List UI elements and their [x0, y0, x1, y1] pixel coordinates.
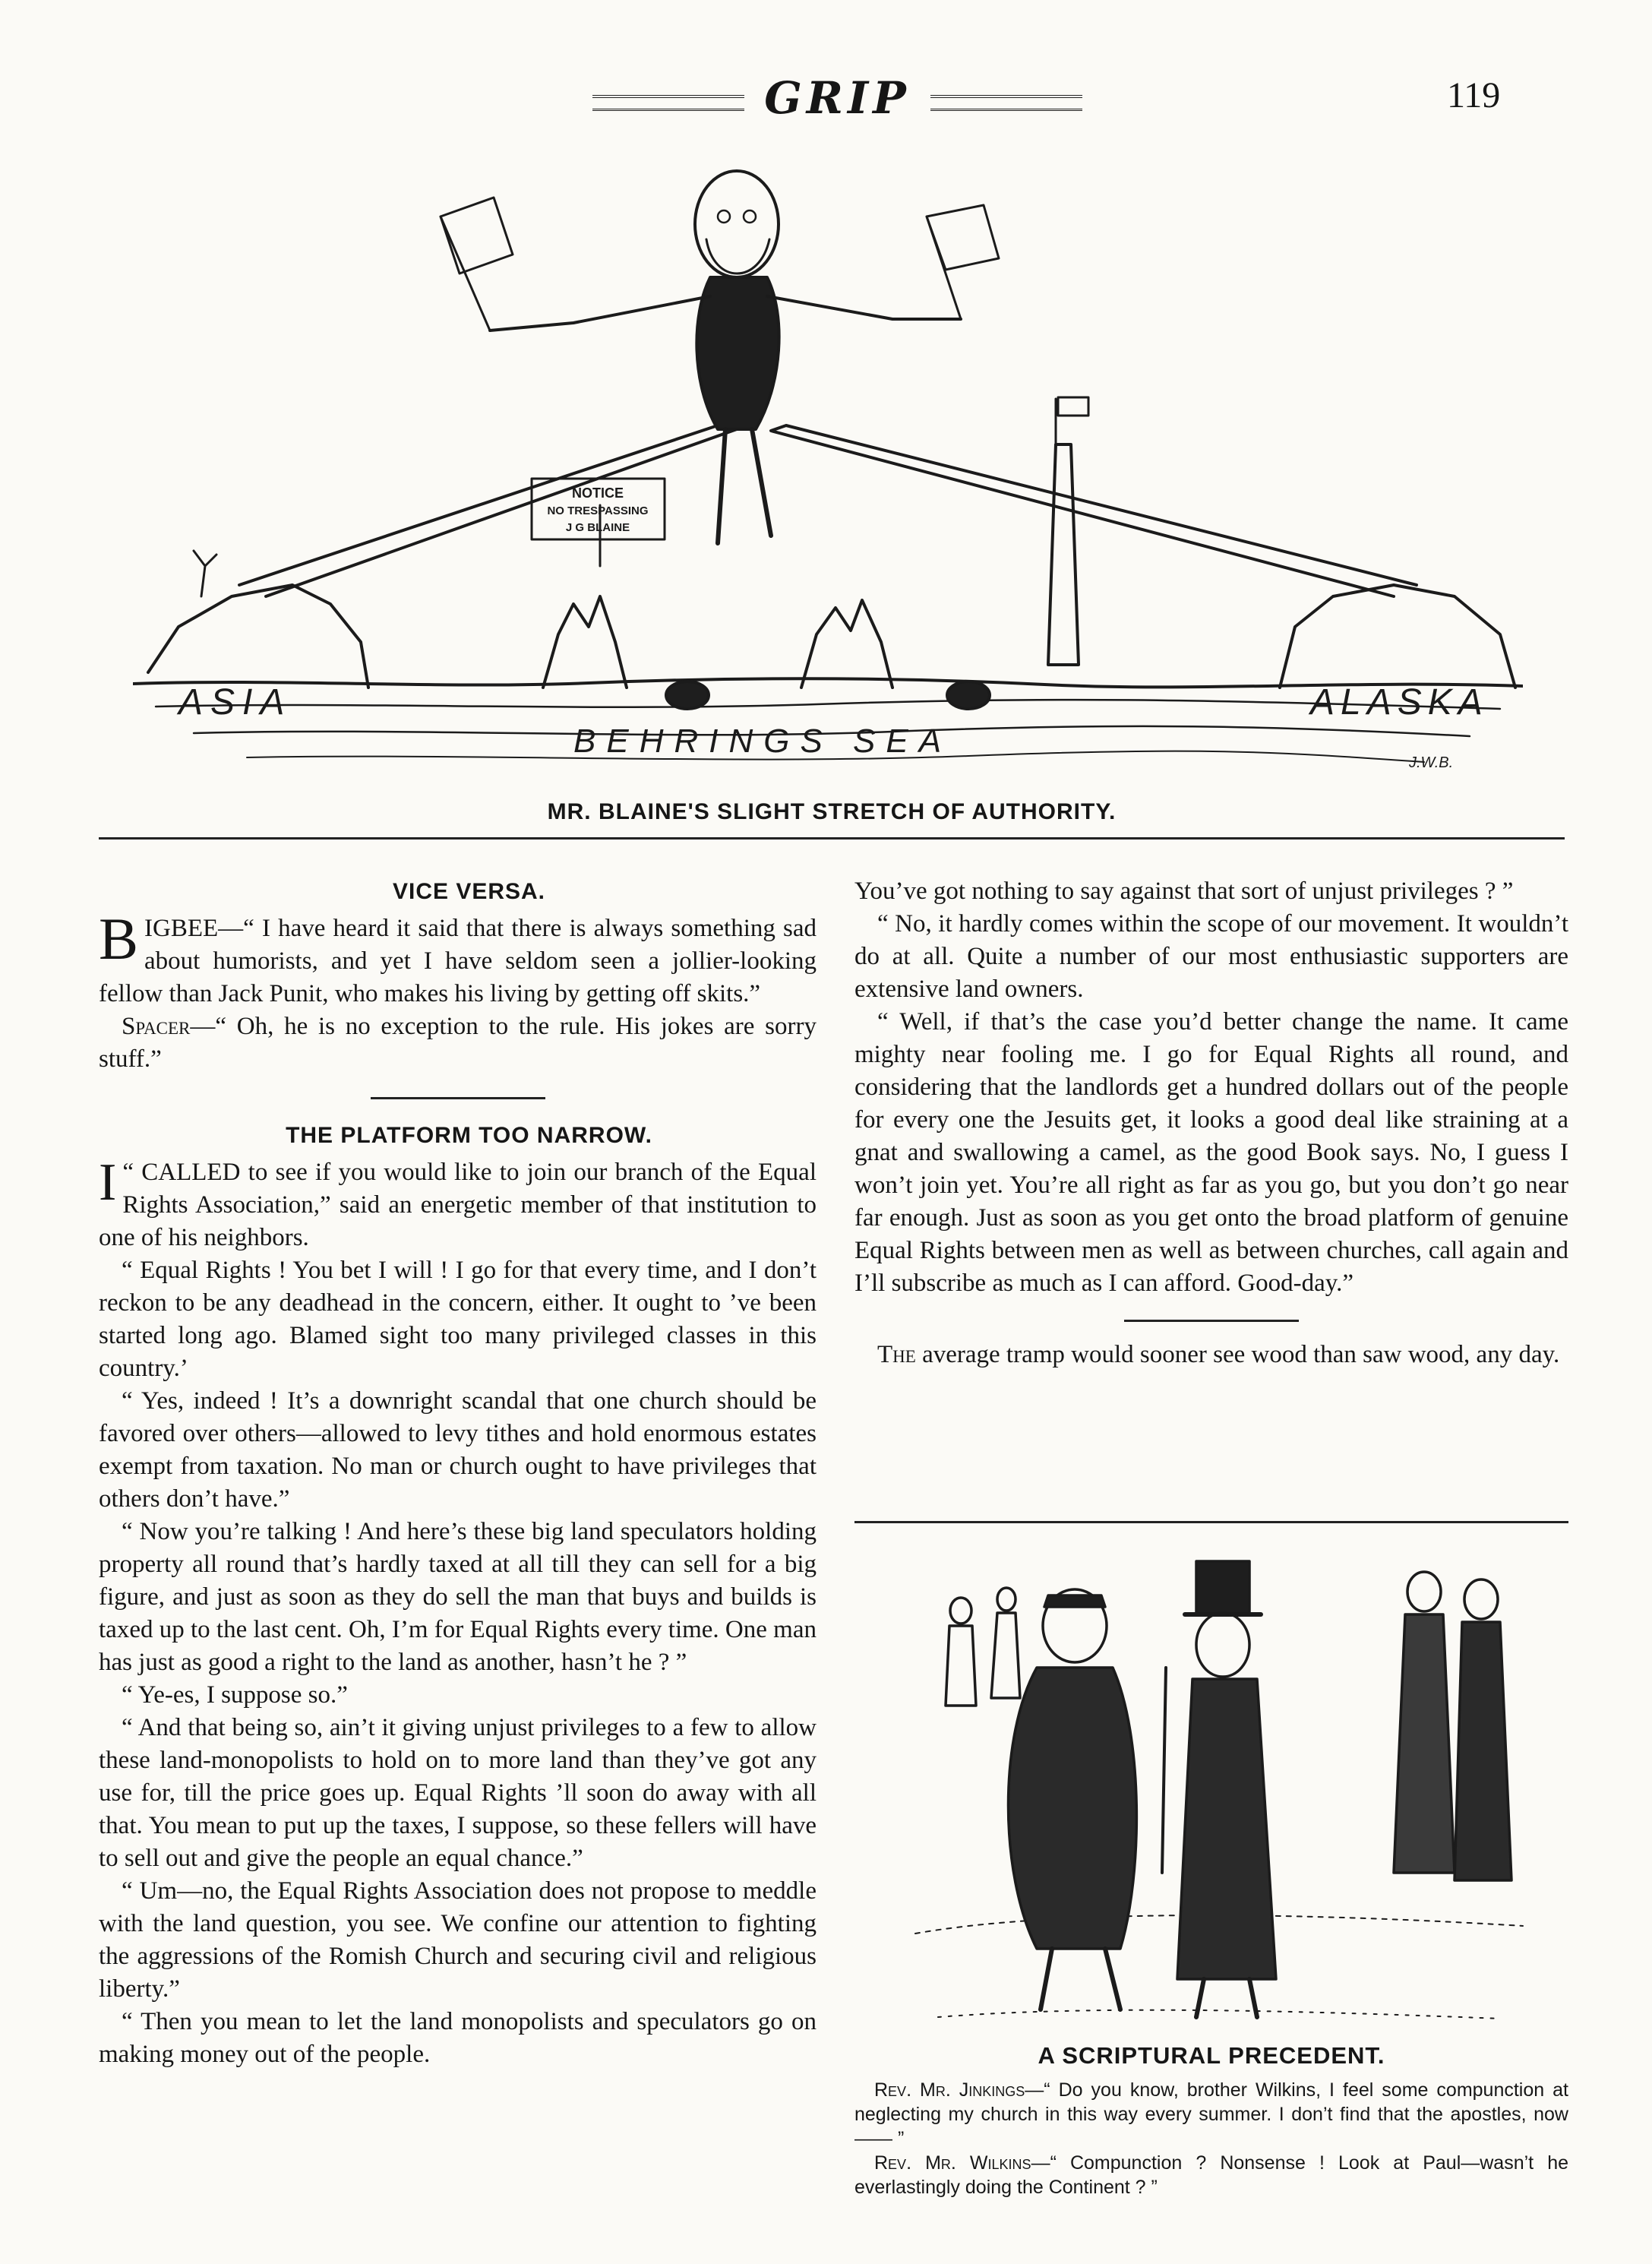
vice-versa-p1-text: IGBEE—“ I have heard it said that there is always something sad about humorists, and yet I have seldom seen a jollier-looking fellow than Jack Punit, who makes his living by getting off skits.”	[99, 915, 817, 1007]
dropcap-i: I	[99, 1153, 117, 1212]
masthead-rule-right	[930, 95, 1082, 111]
left-column	[99, 875, 817, 2071]
platform-p6: “ And that being so, ain’t it giving unjust privileges to a few to allow these land-monopolists to hold on to more land than they’ve got any use for, till the price goes up. Equal Rights ’ll soon do away with all that. You mean to put up the taxes, I suppose, so these fellers will have to sell out and give the people an equal chance.”	[99, 1714, 817, 1872]
dialog-jinkings-text: —“ Do you know, brother Wilkins, I feel some compunction at neglecting my church in this way every summer. I don’t find that the apostles, now —— ”	[854, 2079, 1569, 2149]
dialog-wilkins	[854, 2151, 1568, 2199]
cartoon-caption-blaine: MR. BLAINE'S SLIGHT STRETCH OF AUTHORITY.	[547, 799, 1117, 824]
section-divider-right	[1124, 1320, 1299, 1322]
right-p1: You’ve got nothing to say against that sort of unjust privileges ? ”	[854, 877, 1514, 905]
dropcap-b: B	[99, 906, 139, 972]
label-asia: ASIA	[178, 682, 292, 723]
platform-p8: “ Then you mean to let the land monopolists and speculators go on making money out of the people.	[99, 2008, 817, 2068]
scriptural-dialog	[854, 2078, 1568, 2199]
platform-p7: “ Um—no, the Equal Rights Association does not propose to meddle with the land question, you see. We confine our attention to fighting the aggressions of the Romish Church and securing civil and religious liberty.”	[99, 1877, 817, 2003]
sign-line-2: NO TRESPASSING	[547, 504, 649, 517]
right-column	[854, 875, 1568, 1371]
opening-quote: “	[122, 1159, 134, 1186]
label-alaska: ALASKA	[1310, 682, 1489, 723]
artist-signature: J.W.B.	[1409, 754, 1454, 771]
platform-p4: “ Now you’re talking ! And here’s these big land speculators holding property all round that’s hardly taxed at all till they can sell for a big figure, and just as soon as they do sell the man that buys and builds is taxed up to the last cent. Oh, I’m for Equal Rights every time. One man has just as good a right to the land as another, hasn’t he ? ”	[99, 1518, 817, 1676]
vice-versa-p2	[99, 1010, 817, 1076]
masthead-rule-left	[592, 95, 744, 111]
divider-right	[854, 1521, 1568, 1523]
divider-top	[99, 837, 1565, 840]
sign-line-1: NOTICE	[571, 485, 624, 501]
platform-p2: “ Equal Rights ! You bet I will ! I go for that every time, and I don’t reckon to be any deadhead in the concern, either. It ought to ’ve been started long ago. Blamed sight too many privileged classes in this country.’	[99, 1257, 817, 1382]
dialog-jinkings	[854, 2078, 1568, 2151]
page-number: 119	[1447, 75, 1501, 115]
scriptural-precedent-illustration	[892, 1554, 1546, 2028]
dialog-wilkins-text: —“ Compunction ? Nonsense ! Look at Paul—wasn’t he everlastingly doing the Continent ? ”	[854, 2152, 1568, 2198]
cartoon-caption-scriptural: A SCRIPTURAL PRECEDENT.	[1038, 2042, 1385, 2069]
tramp-paragraph	[854, 1339, 1568, 1371]
platform-p3: “ Yes, indeed ! It’s a downright scandal that one church should be favored over others—allowed to levy tithes and hold enormous estates exempt from taxation. No man or church ought to have privileges that others don’t have.”	[99, 1387, 817, 1513]
vice-versa-p1	[99, 906, 817, 1010]
platform-p5: “ Ye-es, I suppose so.”	[122, 1681, 348, 1709]
sign-line-3: J G BLAINE	[565, 521, 630, 534]
blaine-cartoon-illustration	[133, 141, 1523, 786]
vice-versa-heading: VICE VERSA.	[392, 879, 546, 904]
right-p3: “ Well, if that’s the case you’d better change the name. It came mighty near fooling me. I go for Equal Rights all round, and considering that the landlords get a hundred dollars out of the people for every one the Jesuits get, it looks a good deal like straining at a gnat and swallowing a camel, as the good Book says. No, I guess I won’t join yet. You’re all right as far as you go, but you don’t go near far enough. Just as soon as you get onto the broad platform of genuine Equal Rights between men as well as between churches, call again and I’ll subscribe as much as I can afford. Good-day.”	[854, 1008, 1568, 1297]
tramp-text: average tramp would sooner see wood than saw wood, any day.	[915, 1341, 1560, 1368]
platform-heading: THE PLATFORM TOO NARROW.	[286, 1123, 652, 1148]
right-p2: “ No, it hardly comes within the scope of our movement. It wouldn’t do at all. Quite a number of our most enthusiastic supporters are extensive land owners.	[854, 910, 1568, 1003]
section-divider	[371, 1097, 545, 1099]
magazine-title: GRIP	[764, 72, 911, 124]
platform-p1-text: CALLED to see if you would like to join our branch of the Equal Rights Association,” said an energetic member of that institution to one of his neighbors.	[99, 1159, 817, 1251]
label-behrings-sea: BEHRINGS SEA	[573, 723, 952, 760]
tramp-lead: The	[877, 1341, 916, 1368]
masthead	[0, 72, 1652, 125]
speaker-spacer: Spacer	[122, 1013, 191, 1040]
speaker-wilkins: Rev. Mr. Wilkins	[874, 2152, 1031, 2174]
platform-p1	[99, 1153, 817, 1254]
vice-versa-p2-text: —“ Oh, he is no exception to the rule. His jokes are sorry stuff.”	[99, 1013, 817, 1073]
speaker-jinkings: Rev. Mr. Jinkings	[874, 2079, 1025, 2101]
